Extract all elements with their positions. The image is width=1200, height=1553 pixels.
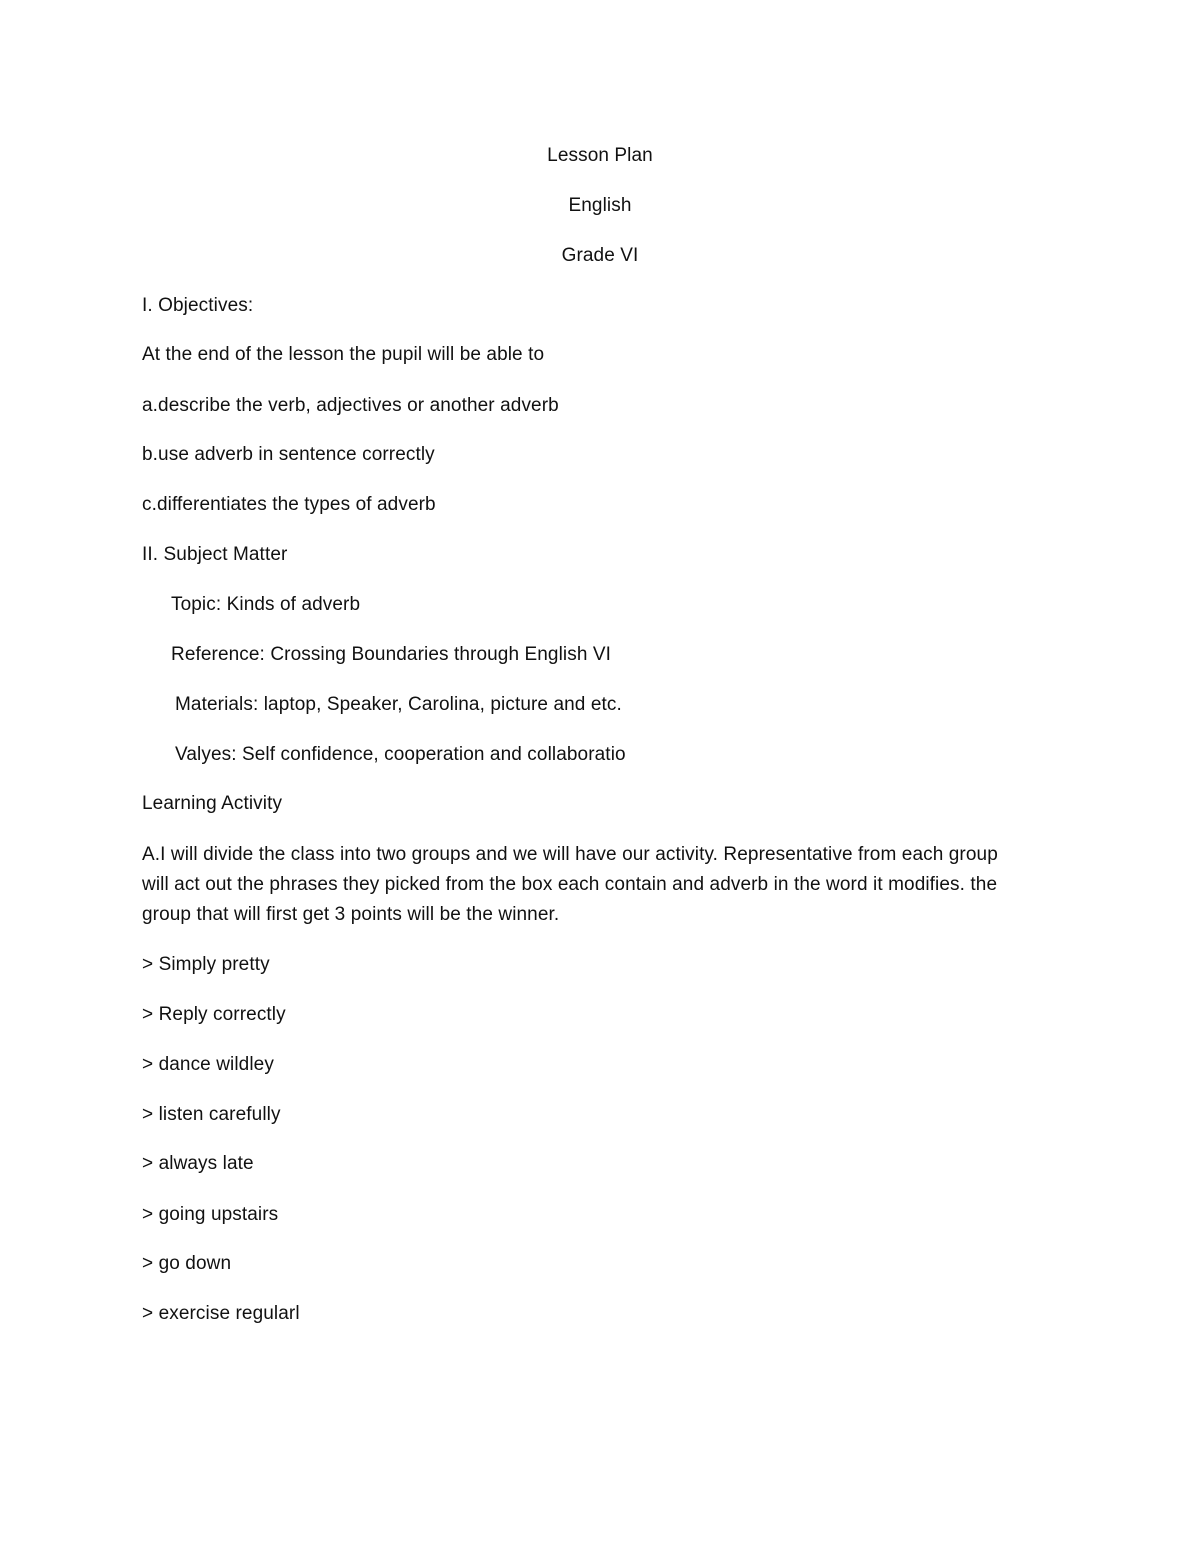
phrase-item: > listen carefully <box>142 1104 281 1125</box>
activity-paragraph-line: group that will first get 3 points will be the winner. <box>142 904 560 925</box>
objective-item: c.differentiates the types of adverb <box>142 494 436 515</box>
learning-activity-heading: Learning Activity <box>142 793 283 814</box>
objectives-heading: I. Objectives: <box>142 295 254 316</box>
subject-line: English <box>568 195 632 216</box>
materials-line: Materials: laptop, Speaker, Carolina, picture and etc. <box>175 694 622 715</box>
activity-paragraph <box>142 840 1072 930</box>
document-title: Lesson Plan <box>547 145 653 166</box>
grade-line: Grade VI <box>561 245 639 266</box>
phrase-item: > Reply correctly <box>142 1004 286 1025</box>
subject-matter-heading: II. Subject Matter <box>142 544 288 565</box>
objective-item: a.describe the verb, adjectives or another adverb <box>142 395 559 416</box>
phrase-item: > going upstairs <box>142 1204 279 1225</box>
activity-paragraph-line: will act out the phrases they picked from the box each contain and adverb in the word it modifies. the <box>142 874 998 895</box>
phrase-item: > dance wildley <box>142 1054 274 1075</box>
phrase-item: > go down <box>142 1253 232 1274</box>
activity-paragraph-line: A.I will divide the class into two groups and we will have our activity. Representative from each group <box>142 844 998 865</box>
objectives-intro: At the end of the lesson the pupil will be able to <box>142 344 545 365</box>
reference-line: Reference: Crossing Boundaries through English VI <box>171 644 612 665</box>
objective-item: b.use adverb in sentence correctly <box>142 444 435 465</box>
topic-line: Topic: Kinds of adverb <box>171 594 361 615</box>
phrase-item: > Simply pretty <box>142 954 270 975</box>
phrase-item: > always late <box>142 1153 254 1174</box>
phrase-item: > exercise regularl <box>142 1303 300 1324</box>
values-line: Valyes: Self confidence, cooperation and collaboratio <box>175 744 626 765</box>
